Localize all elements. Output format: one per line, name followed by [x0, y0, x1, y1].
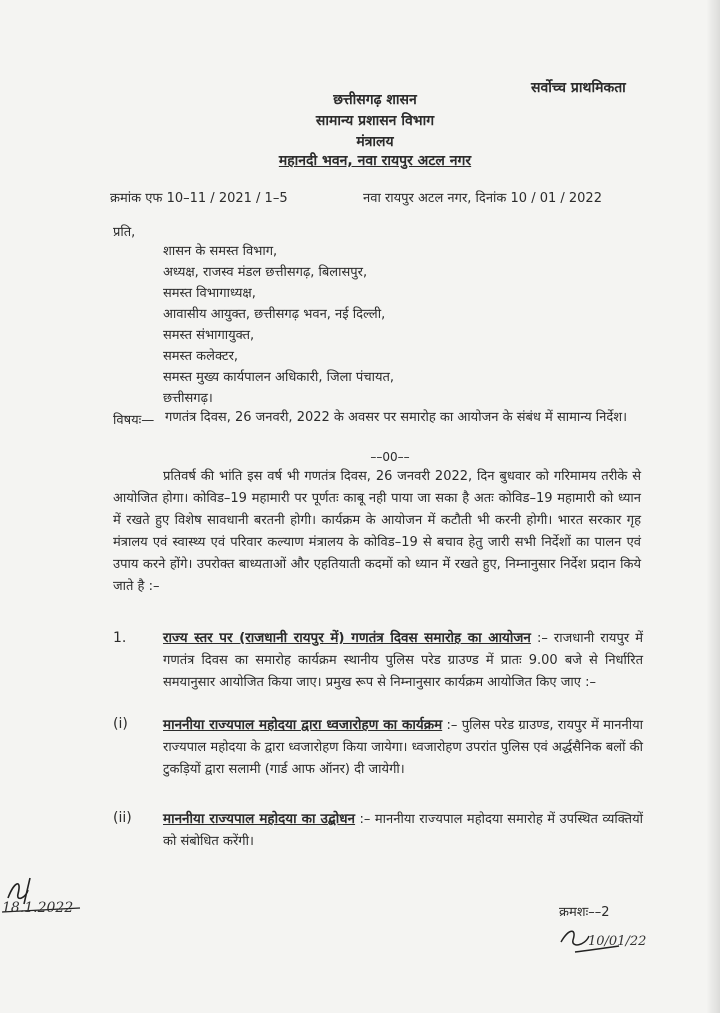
handwritten-initial-left [0, 868, 90, 928]
item-i-block [163, 714, 643, 781]
item-marker: 1. [113, 630, 127, 646]
item-ii-block [163, 808, 643, 853]
separator: ––00–– [370, 450, 410, 464]
addressee-line: समस्त संभागायुक्त, [163, 328, 255, 343]
item-marker: (i) [113, 716, 128, 732]
handwritten-date-left: 18.1.2022 [2, 900, 74, 916]
header-address [0, 151, 720, 170]
item-heading: माननीया राज्यपाल महोदया का उद्बोधन [163, 811, 356, 827]
addressee-line: समस्त मुख्य कार्यपालन अधिकारी, जिला पंचायत, [163, 370, 395, 385]
continuation-marker: क्रमशः––2 [559, 905, 610, 920]
addressee-line: शासन के समस्त विभाग, [163, 244, 278, 259]
reference-place-date: नवा रायपुर अटल नगर, दिनांक 10 / 01 / 2022 [363, 191, 602, 206]
item-heading: राज्य स्तर पर (राजधानी रायपुर में) गणतंत्र दिवस समारोह का आयोजन [163, 630, 531, 646]
header-department: सामान्य प्रशासन विभाग [315, 113, 435, 129]
item-tail: :– माननीया राज्यपाल महोदया समारोह में उपस्थित व्यक्तियों को संबोधित करेंगी। [163, 812, 643, 849]
addressee-line: अध्यक्ष, राजस्व मंडल छत्तीसगढ़, बिलासपुर, [163, 265, 368, 280]
prati-label: प्रति, [113, 225, 136, 240]
item-tail: :– पुलिस परेड ग्राउण्ड, रायपुर में माननीया राज्यपाल महोदया के द्वारा ध्वजारोहण किया जायेगा। ध्वजारोहण उपरांत पुलिस एवं अर्द्धसैनिक बलों की टुकड़ियों द्वारा सलामी (गार्ड आफ ऑनर) दी जायेगी। [163, 718, 643, 777]
addressee-line: समस्त कलेक्टर, [163, 349, 239, 364]
header-address-text: महानदी भवन, नवा रायपुर अटल नगर [278, 153, 472, 169]
addressee-line: समस्त विभागाध्यक्ष, [163, 286, 256, 301]
item-marker: (ii) [113, 810, 132, 826]
handwritten-date-right: 10/01/22 [588, 934, 647, 949]
item-body: राजधानी रायपुर में गणतंत्र दिवस का समारोह कार्यक्रम स्थानीय पुलिस परेड ग्राउण्ड में प्रातः 9.00 बजे से निर्धारित समयानुसार आयोजित किया जाए। प्रमुख रूप से निम्नानुसार कार्यक्रम आयोजित किए जाए :– [163, 631, 644, 690]
header-government: छत्तीसगढ़ शासन [333, 92, 417, 108]
reference-number: क्रमांक एफ 10–11 / 2021 / 1–5 [110, 191, 288, 206]
item-tail: :– [536, 631, 548, 646]
item-heading: माननीया राज्यपाल महोदया द्वारा ध्वजारोहण का कार्यक्रम [163, 717, 443, 733]
priority-label: सर्वोच्च प्राथमिकता [531, 80, 626, 96]
addressee-line: आवासीय आयुक्त, छत्तीसगढ़ भवन, नई दिल्ली, [163, 307, 386, 322]
intro-paragraph: प्रतिवर्ष की भांति इस वर्ष भी गणतंत्र दिवस, 26 जनवरी 2022, दिन बुधवार को गरिमामय तरीके से आयोजित होगा। कोविड–19 महामारी पर पूर्णतः काबू नही पाया जा सका है अतः कोविड–19 महामारी को ध्यान में रखते हुए विशेष सावधानी बरतनी होगी। कार्यक्रम के आयोजन में कटौती भी करनी होगी। भारत सरकार गृह मंत्रालय एवं स्वास्थ्य एवं परिवार कल्याण मंत्रालय के कोविड–19 से बचाव हेतु जारी सभी निर्देशों का पालन एवं उपाय करने होंगे। उपरोक्त बाध्यताओं और एहतियाती कदमों को ध्यान में रखते हुए, निम्नानुसार निर्देश प्रदान किये जाते है :– [113, 469, 641, 594]
addressee-line: छत्तीसगढ़। [163, 391, 213, 406]
item-1-block [163, 627, 643, 694]
subject-text: गणतंत्र दिवस, 26 जनवरी, 2022 के अवसर पर समारोह का आयोजन के संबंध में सामान्य निर्देश। [165, 410, 627, 425]
header-ministry: मंत्रालय [356, 134, 394, 150]
subject-label: विषयः— [113, 413, 155, 428]
